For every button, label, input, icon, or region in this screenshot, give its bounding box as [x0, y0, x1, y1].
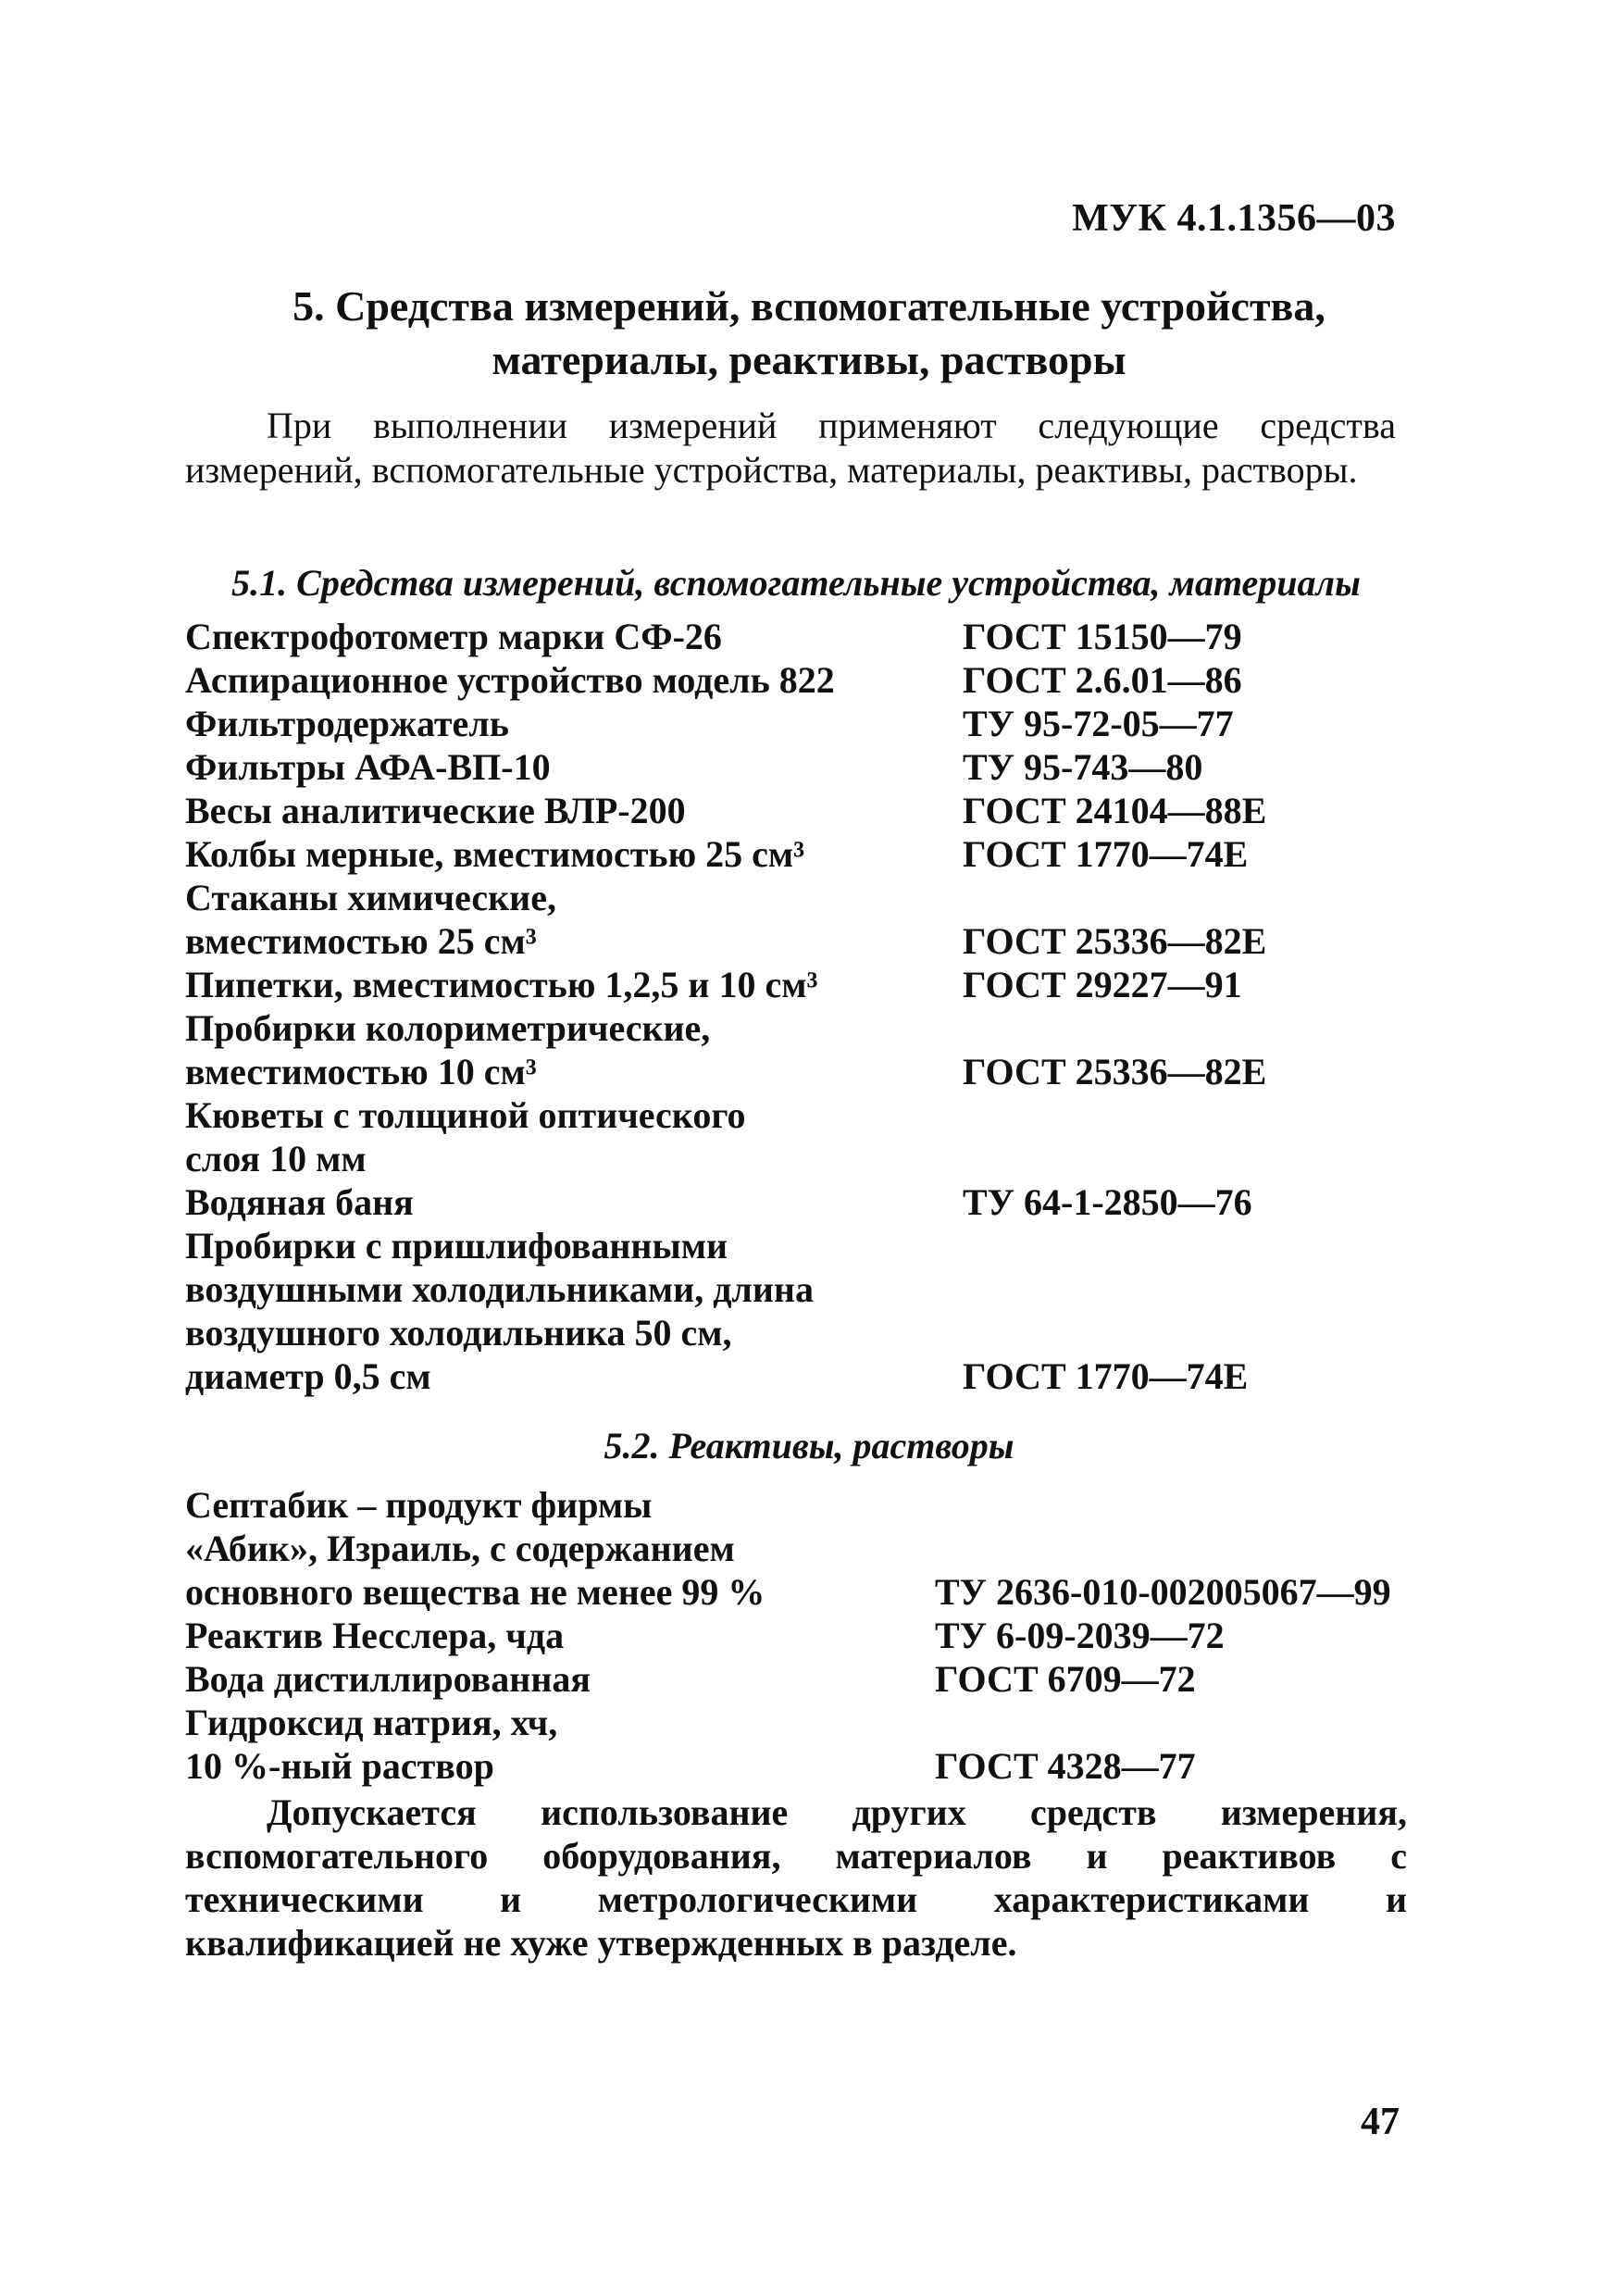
item-name-line: Пипетки, вместимостью 1,2,5 и 10 см³: [185, 964, 818, 1005]
reagents-list: [185, 1483, 1407, 1788]
list-item: [185, 876, 1407, 963]
item-name-line: Колбы мерные, вместимостью 25 см³: [185, 833, 805, 875]
page-number: 47: [1361, 2101, 1400, 2143]
item-name-line: Септабик – продукт фирмы: [185, 1484, 653, 1526]
document-code: МУК 4.1.1356—03: [1072, 197, 1396, 240]
list-item: [185, 789, 1407, 832]
subsection-title-5-1: 5.1. Средства измерений, вспомогательные устройства, материалы: [231, 562, 1361, 604]
item-name-line: Пробирки с пришлифованными: [185, 1225, 728, 1267]
list-item: [185, 832, 1407, 876]
list-item: [185, 702, 1407, 745]
item-standard: ТУ 95-72-05—77: [963, 703, 1234, 744]
item-name-line: диаметр 0,5 см: [185, 1355, 431, 1397]
item-standard: ГОСТ 1770—74Е: [963, 833, 1249, 875]
item-name: [185, 1224, 963, 1398]
list-item: [185, 745, 1407, 789]
item-standard: ТУ 6-09-2039—72: [935, 1615, 1225, 1656]
item-name: [185, 702, 963, 745]
list-item: [185, 1180, 1407, 1224]
item-name-line: вместимостью 25 см³: [185, 920, 537, 962]
item-name: [185, 658, 963, 702]
list-item: [185, 1224, 1407, 1398]
item-standard: ТУ 2636-010-002005067—99: [935, 1571, 1391, 1613]
list-item: [185, 1006, 1407, 1093]
item-name: [185, 876, 963, 963]
item-name: [185, 1483, 935, 1614]
intro-paragraph: При выполнении измерений применяют следующие средства измерений, вспомогательные устройства, материалы, реактивы, растворы.: [185, 405, 1396, 491]
item-name-line: Кюветы с толщиной оптического: [185, 1094, 746, 1136]
item-name-line: Водяная баня: [185, 1181, 414, 1223]
section-title-line-2: материалы, реактивы, растворы: [492, 336, 1126, 383]
item-name: [185, 1006, 963, 1093]
item-name: [185, 832, 963, 876]
item-standard: ГОСТ 4328—77: [935, 1745, 1196, 1787]
item-name: [185, 963, 963, 1006]
item-standard: ГОСТ 25336—82Е: [963, 920, 1267, 962]
item-name-line: Спектрофотометр марки СФ-26: [185, 616, 722, 657]
item-name-line: Аспирационное устройство модель 822: [185, 659, 835, 701]
item-name-line: воздушными холодильниками, длина: [185, 1268, 814, 1310]
item-name: [185, 745, 963, 789]
item-name-line: Фильтродержатель: [185, 703, 509, 744]
item-name-line: Стаканы химические,: [185, 877, 556, 918]
item-name: [185, 1657, 935, 1701]
item-standard: ГОСТ 25336—82Е: [963, 1051, 1267, 1092]
item-name-line: Пробирки колориметрические,: [185, 1007, 711, 1049]
item-name: [185, 1093, 963, 1180]
item-name-line: Фильтры АФА-ВП-10: [185, 746, 551, 788]
list-item: [185, 658, 1407, 702]
item-name-line: слоя 10 мм: [185, 1138, 367, 1179]
instruments-list: [185, 615, 1407, 1398]
list-item: [185, 1701, 1407, 1788]
item-standard: ТУ 64-1-2850—76: [963, 1181, 1252, 1223]
item-standard: ГОСТ 6709—72: [935, 1658, 1196, 1700]
item-name-line: воздушного холодильника 50 см,: [185, 1312, 732, 1354]
item-standard: ГОСТ 15150—79: [963, 616, 1242, 657]
list-item: [185, 1483, 1407, 1614]
list-item: [185, 963, 1407, 1006]
list-item: [185, 615, 1407, 658]
item-name: [185, 1701, 935, 1788]
item-name: [185, 1614, 935, 1657]
item-standard: ГОСТ 1770—74Е: [963, 1355, 1249, 1397]
list-item: [185, 1614, 1407, 1657]
closing-paragraph: Допускается использование других средств измерения, вспомогательного оборудования, материалов и реактивов с техническими и метрологическими характеристиками и квалификацией не хуже утвержденных в разделе.: [185, 1791, 1407, 1964]
list-item: [185, 1657, 1407, 1701]
item-standard: ТУ 95-743—80: [963, 746, 1203, 788]
item-name-line: 10 %-ный раствор: [185, 1745, 494, 1787]
item-name: [185, 789, 963, 832]
item-name-line: Весы аналитические ВЛР-200: [185, 790, 686, 831]
item-standard: ГОСТ 2.6.01—86: [963, 659, 1242, 701]
item-name-line: основного вещества не менее 99 %: [185, 1571, 765, 1613]
item-name-line: «Абик», Израиль, с содержанием: [185, 1528, 735, 1569]
section-title: [0, 280, 1618, 387]
list-item: [185, 1093, 1407, 1180]
item-standard: ГОСТ 29227—91: [963, 964, 1242, 1005]
item-name-line: вместимостью 10 см³: [185, 1051, 537, 1092]
section-title-line-1: 5. Средства измерений, вспомогательные устройства,: [292, 282, 1326, 330]
item-name: [185, 1180, 963, 1224]
item-name-line: Вода дистиллированная: [185, 1658, 591, 1700]
subsection-title-5-2: 5.2. Реактивы, растворы: [604, 1425, 1014, 1466]
item-name-line: Гидроксид натрия, хч,: [185, 1702, 558, 1743]
item-name-line: Реактив Несслера, чда: [185, 1615, 565, 1656]
item-name: [185, 615, 963, 658]
item-standard: ГОСТ 24104—88Е: [963, 790, 1267, 831]
